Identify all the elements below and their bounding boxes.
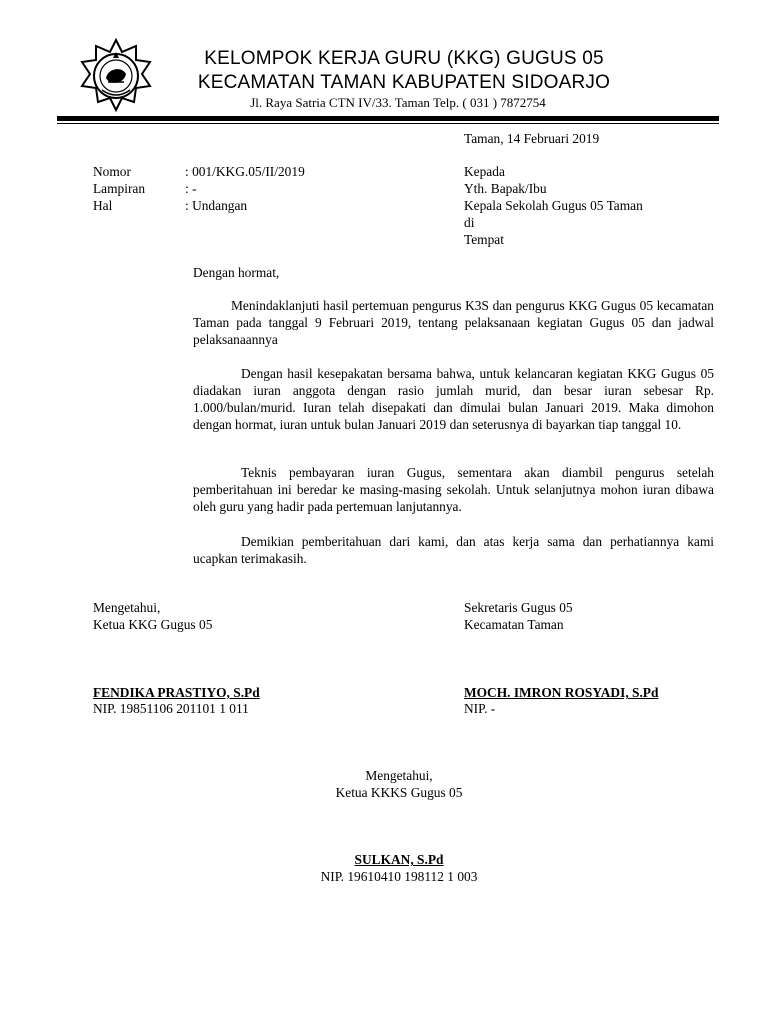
letterhead-divider-thick (57, 116, 719, 121)
meta-label-nomor: Nomor (93, 164, 131, 179)
body-paragraph: Menindaklanjuti hasil pertemuan pengurus K3S dan pengurus KKG Gugus 05 kecamatan Taman pada tanggal 9 Februari 2019, tentang pelaksanaan kegiatan Gugus 05 dan jadwal pelaksanaannya (193, 298, 714, 347)
signature-center-line1: Mengetahui, (365, 768, 433, 783)
letterhead-title-line-2: KECAMATAN TAMAN KABUPATEN SIDOARJO (197, 72, 611, 93)
signature-left-line2: Ketua KKG Gugus 05 (93, 617, 213, 632)
recipient-line: Tempat (464, 232, 504, 247)
letter-date: Taman, 14 Februari 2019 (464, 131, 600, 146)
letterhead-divider-thin (57, 123, 719, 124)
recipient-line: Kepala Sekolah Gugus 05 Taman (464, 198, 643, 213)
signature-right-line2: Kecamatan Taman (464, 617, 564, 632)
meta-label-lampiran: Lampiran (93, 181, 146, 196)
meta-value-nomor: : 001/KKG.05/II/2019 (185, 164, 305, 179)
signature-center-name-wrap (0, 851, 768, 868)
meta-value-lampiran: : - (185, 181, 197, 196)
recipient-line: di (464, 215, 475, 230)
signature-left-nip: NIP. 19851106 201101 1 011 (93, 701, 249, 716)
signature-right-line1: Sekretaris Gugus 05 (464, 600, 573, 615)
body-paragraph: Demikian pemberitahuan dari kami, dan atas kerja sama dan perhatiannya kami ucapkan terimakasih. (193, 534, 714, 566)
salutation: Dengan hormat, (193, 265, 280, 280)
signature-center-line2: Ketua KKKS Gugus 05 (335, 785, 463, 800)
meta-label-hal: Hal (93, 198, 113, 213)
signature-left-line1: Mengetahui, (93, 600, 161, 615)
body-paragraph: Teknis pembayaran iuran Gugus, sementara akan diambil pengurus setelah pemberitahuan ini beredar ke masing-masing sekolah. Untuk selanjutnya mohon iuran dibawa oleh guru yang hadir pada pertemuan lanjutannya. (193, 465, 714, 514)
signature-center-nip: NIP. 19610410 198112 1 003 (320, 869, 478, 884)
signature-center-name: SULKAN, S.Pd (354, 852, 444, 867)
body-paragraph: Dengan hasil kesepakatan bersama bahwa, untuk kelancaran kegiatan KKG Gugus 05 diadakan iuran anggota dengan rasio jumlah murid, dan besar iuran sebesar Rp. 1.000/bulan/murid. Iuran telah disepakati dan dimulai bulan Januari 2019. Maka dimohon dengan hormat, iuran untuk bulan Januari 2019 dan seterusnya di bayarkan tiap tanggal 10. (193, 366, 714, 432)
signature-left-name: FENDIKA PRASTIYO, S.Pd (93, 685, 260, 700)
recipient-line: Yth. Bapak/Ibu (464, 181, 547, 196)
recipient-line: Kepada (464, 164, 505, 179)
signature-right-nip: NIP. - (464, 701, 496, 716)
letterhead-address: Jl. Raya Satria CTN IV/33. Taman Telp. ( 031 ) 7872754 (250, 95, 546, 110)
letterhead-title-line-1: KELOMPOK KERJA GURU (KKG) GUGUS 05 (204, 48, 604, 69)
signature-right-name: MOCH. IMRON ROSYADI, S.Pd (464, 685, 659, 700)
meta-value-hal: : Undangan (185, 198, 248, 213)
